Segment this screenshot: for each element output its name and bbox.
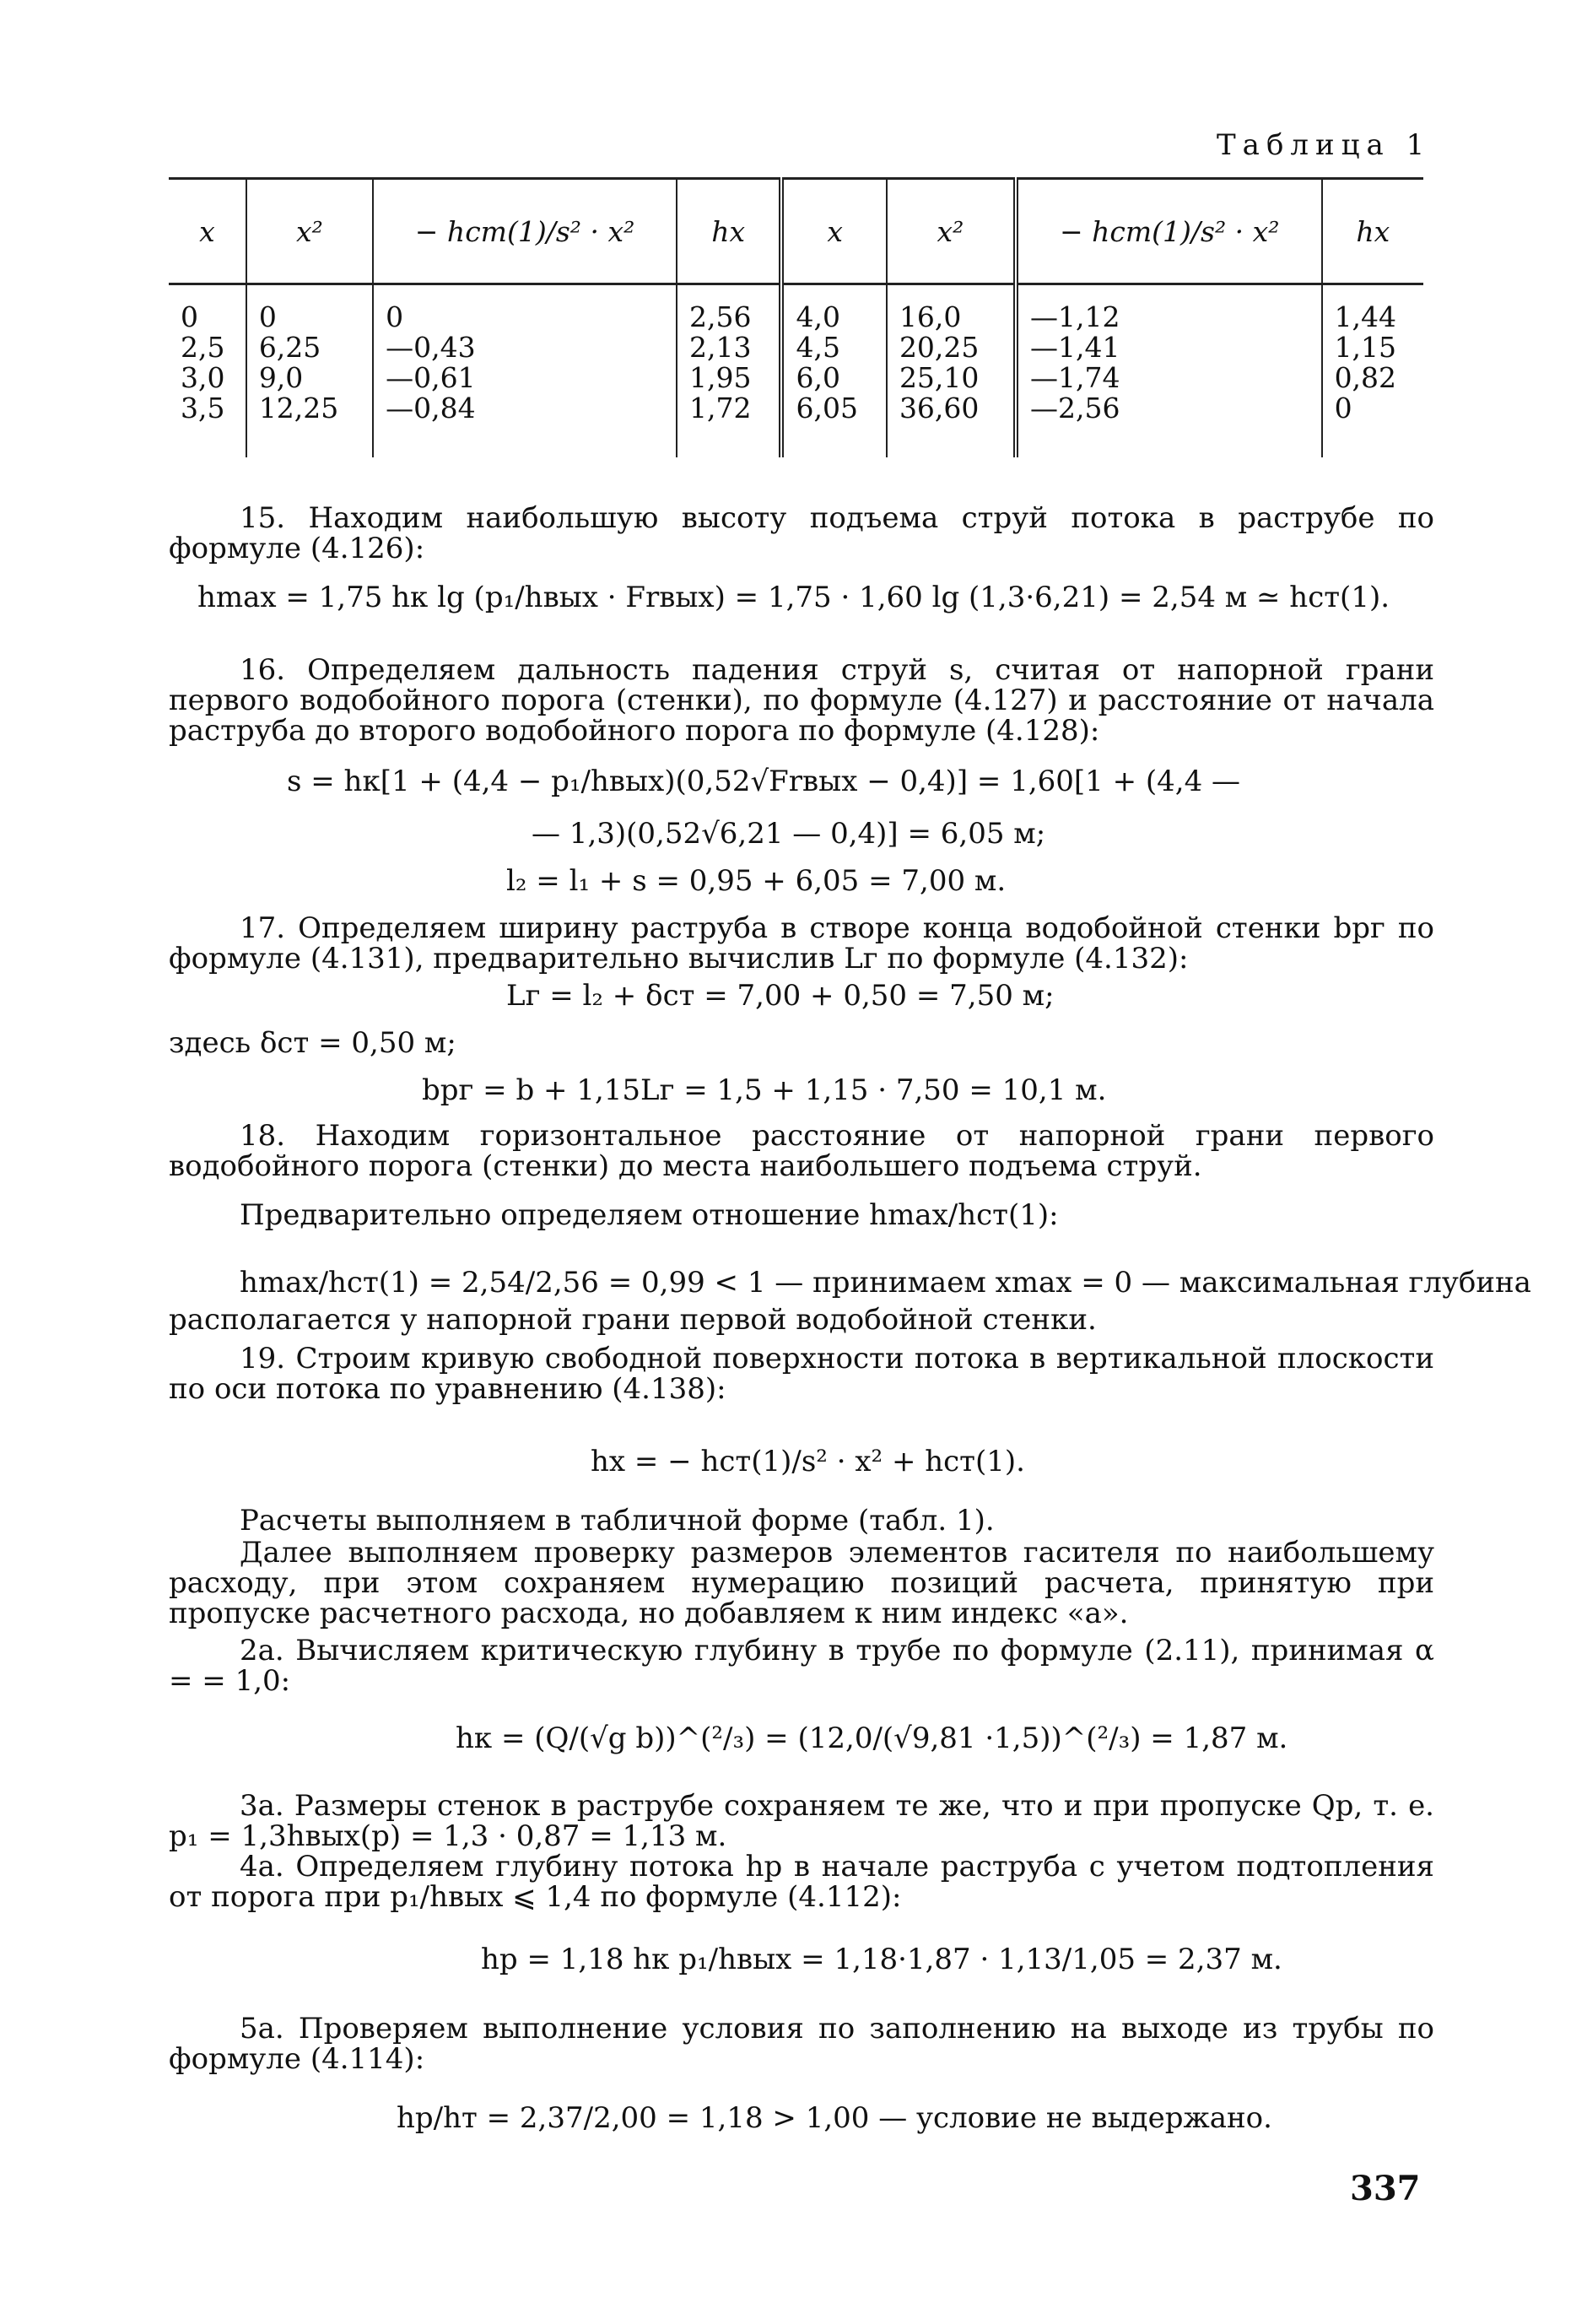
col-header: − hст(1)/s² · x² [1016, 179, 1322, 284]
formula-2a: hк = (Q/(√g b))^(²/₃) = (12,0/(√9,81 ·1,5))^(²/₃) = 1,87 м. [456, 1721, 1288, 1755]
col-header: x² [887, 179, 1016, 284]
table-cell: —1,12 —1,41 —1,74 —2,56 [1016, 284, 1322, 458]
formula-16c: l₂ = l₁ + s = 0,95 + 6,05 = 7,00 м. [506, 864, 1007, 898]
table-cell: 0 —0,43 —0,61 —0,84 [373, 284, 677, 458]
table-cell: 0 6,25 9,0 12,25 [246, 284, 373, 458]
formula-17a: Lг = l₂ + δст = 7,00 + 0,50 = 7,50 м; [506, 979, 1055, 1013]
paragraph-19b: Расчеты выполняем в табличной форме (табл. 1). [240, 1504, 995, 1538]
paragraph-3a: 3а. Размеры стенок в раструбе сохраняем те же, что и при пропуске Qр, т. е. p₁ = 1,3hвых(р) = 1,3 · 0,87 = 1,13 м. [169, 1789, 1434, 1853]
col-header: x² [246, 179, 373, 284]
results-table [169, 177, 1423, 457]
formula-16a: s = hк[1 + (4,4 − p₁/hвых)(0,52√Frвых − 0,4)] = 1,60[1 + (4,4 — [287, 765, 1241, 798]
paragraph-18c: располагается у напорной грани первой водобойной стенки. [169, 1303, 1097, 1337]
table-cell: 4,0 4,5 6,0 6,05 [781, 284, 886, 458]
paragraph-4a: 4а. Определяем глубину потока hр в начале раструба с учетом подтопления от порога при p₁/hвых ⩽ 1,4 по формуле (4.112): [169, 1850, 1434, 1914]
paragraph-17: 17. Определяем ширину раструба в створе конца водобойной стенки bрг по формуле (4.131), предварительно вычислив Lг по формуле (4.132): [169, 911, 1434, 976]
col-header: x [781, 179, 886, 284]
paragraph-18b: Предварительно определяем отношение hmax/hст(1): [240, 1198, 1059, 1232]
formula-16b: — 1,3)(0,52√6,21 — 0,4)] = 6,05 м; [532, 817, 1046, 851]
paragraph-18: 18. Находим горизонтальное расстояние от напорной грани первого водобойного порога (стенки) до места наибольшего подъема струй. [169, 1119, 1434, 1183]
paragraph-5a: 5а. Проверяем выполнение условия по заполнению на выходе из трубы по формуле (4.114): [169, 2012, 1434, 2076]
col-header: − hст(1)/s² · x² [373, 179, 677, 284]
formula-18: hmax/hст(1) = 2,54/2,56 = 0,99 < 1 — принимаем xmax = 0 — максимальная глубина [240, 1266, 1531, 1300]
col-header: x [169, 179, 246, 284]
formula-4a: hр = 1,18 hк p₁/hвых = 1,18·1,87 · 1,13/1,05 = 2,37 м. [481, 1943, 1282, 1976]
paragraph-17b: здесь δст = 0,50 м; [169, 1026, 456, 1060]
paragraph-16: 16. Определяем дальность падения струй s, считая от напорной грани первого водобойного порога (стенки), по формуле (4.127) и расстояние от начала раструба до второго водобойного порога по формуле (4.128): [169, 653, 1434, 748]
table-cell: 16,0 20,25 25,10 36,60 [887, 284, 1016, 458]
table-cell: 0 2,5 3,0 3,5 [181, 300, 225, 424]
paragraph-15: 15. Находим наибольшую высоту подъема струй потока в раструбе по формуле (4.126): [169, 501, 1434, 565]
paragraph-19: 19. Строим кривую свободной поверхности потока в вертикальной плоскости по оси потока по уравнению (4.138): [169, 1342, 1434, 1406]
col-header: hx [677, 179, 781, 284]
table-caption: Таблица 1 [1217, 128, 1432, 162]
formula-15: hmax = 1,75 hк lg (p₁/hвых · Frвых) = 1,75 · 1,60 lg (1,3·6,21) = 2,54 м ≃ hст(1). [197, 581, 1390, 614]
col-header: hx [1322, 179, 1423, 284]
paragraph-19c: Далее выполняем проверку размеров элементов гасителя по наибольшему расходу, при этом сохраняем нумерацию позиций расчета, принятую при пропуске расчетного расхода, но добавляем к ним индекс «а». [169, 1536, 1434, 1630]
page-number: 337 [1350, 2169, 1421, 2208]
formula-5a: hр/hт = 2,37/2,00 = 1,18 > 1,00 — условие не выдержано. [397, 2101, 1272, 2135]
formula-17b: bрг = b + 1,15Lг = 1,5 + 1,15 · 7,50 = 10,1 м. [422, 1073, 1107, 1107]
table-header-row [169, 179, 1423, 284]
table-cell: 2,56 2,13 1,95 1,72 [677, 284, 781, 458]
paragraph-2a: 2а. Вычисляем критическую глубину в трубе по формуле (2.11), принимая α = = 1,0: [169, 1634, 1434, 1698]
table-row [169, 284, 1423, 458]
formula-19: hx = − hст(1)/s² · x² + hст(1). [591, 1445, 1025, 1478]
table-cell: 1,44 1,15 0,82 0 [1322, 284, 1423, 458]
